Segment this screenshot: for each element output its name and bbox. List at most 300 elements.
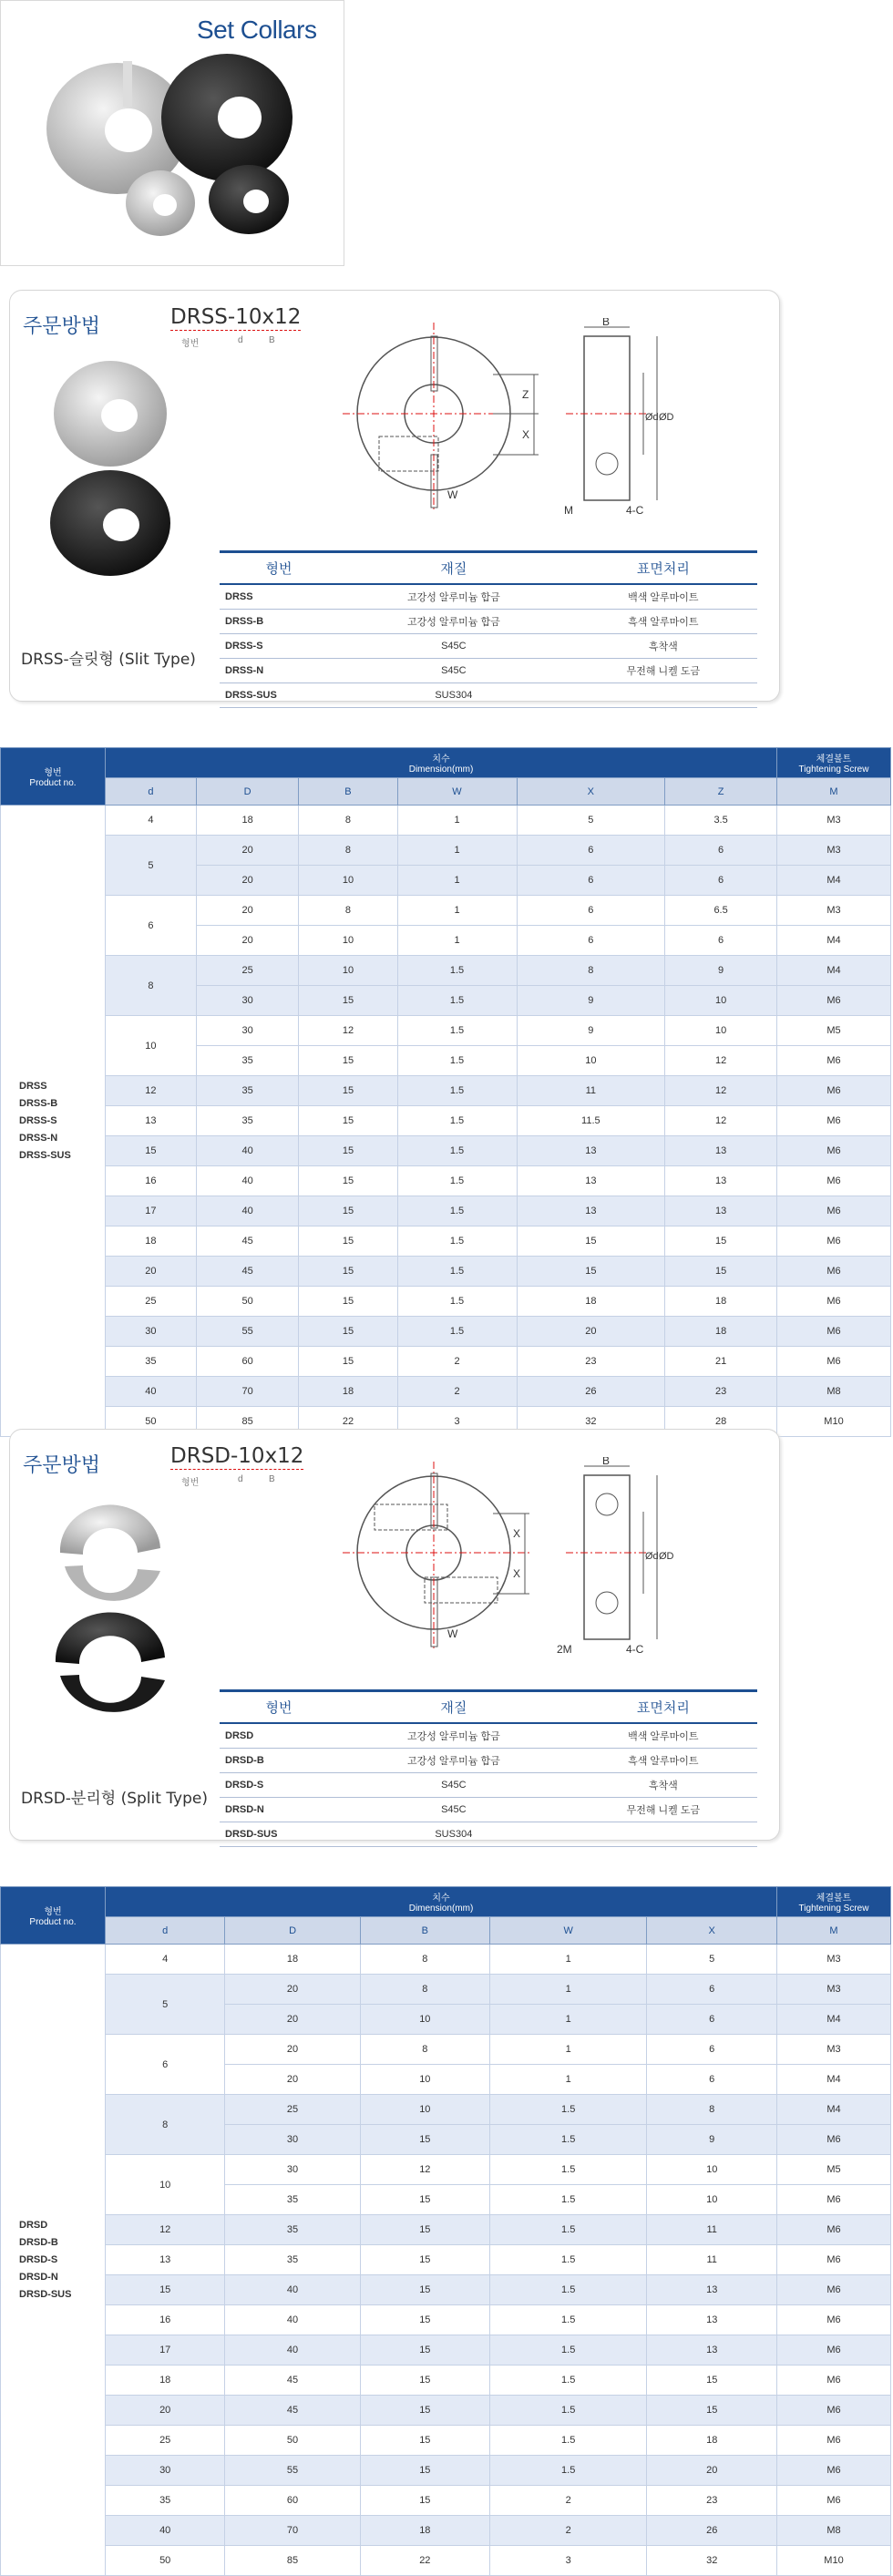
- drsd-dim-cell: 15: [360, 2366, 489, 2396]
- drss-dimension-table: [0, 747, 891, 1437]
- drsd-dim-cell: 10: [647, 2185, 777, 2215]
- drss-dim-cell: 18: [517, 1287, 665, 1317]
- drss-dim-cell: M6: [777, 1347, 891, 1377]
- table-row: [1, 1347, 891, 1377]
- drss-dim-cell: 50: [196, 1287, 299, 1317]
- drss-label-x: X: [522, 428, 530, 441]
- drsd-product-photo: [46, 1498, 183, 1717]
- drss-label-w: W: [447, 488, 458, 501]
- drss-dim-cell: 1.5: [397, 1196, 517, 1226]
- drss-mat-header-material: 재질: [338, 552, 570, 585]
- drss-material-row: [220, 610, 757, 634]
- drsd-material-cell: 흑색 알루마이트: [570, 1749, 757, 1773]
- drsd-dim-cell: 15: [360, 2215, 489, 2245]
- drss-dim-cell: 30: [196, 1016, 299, 1046]
- drsd-dim-cell: M4: [777, 2005, 891, 2035]
- drss-dim-cell: 32: [517, 1407, 665, 1437]
- drsd-dim-cell: 20: [225, 2035, 360, 2065]
- drss-dim-cell: M8: [777, 1377, 891, 1407]
- drsd-material-row: [220, 1773, 757, 1798]
- drss-dim-cell: 1.5: [397, 1016, 517, 1046]
- drsd-dim-cell: 25: [225, 2095, 360, 2125]
- drss-material-row: [220, 634, 757, 659]
- drsd-dim-cell: 23: [647, 2486, 777, 2516]
- drsd-material-cell: 백색 알루마이트: [570, 1723, 757, 1749]
- drss-dim-cell: 13: [665, 1196, 777, 1226]
- drsd-col-header-row: [1, 1917, 891, 1945]
- drsd-dim-cell: 6: [647, 1975, 777, 2005]
- drsd-col-header: B: [360, 1917, 489, 1945]
- drsd-col-header: M: [777, 1917, 891, 1945]
- drsd-dim-cell: 13: [647, 2305, 777, 2335]
- drsd-dim-cell: M6: [777, 2366, 891, 2396]
- drsd-dim-cell: 50: [225, 2426, 360, 2456]
- drsd-material-cell: DRSD-SUS: [220, 1822, 338, 1847]
- drsd-product-name: DRSD: [19, 2219, 48, 2231]
- drss-dim-cell: M6: [777, 1317, 891, 1347]
- drss-bore-d: 30: [106, 1317, 197, 1347]
- drss-dim-cell: 1.5: [397, 1076, 517, 1106]
- drss-dim-cell: 6: [665, 836, 777, 866]
- drsd-dim-cell: 10: [647, 2155, 777, 2185]
- drsd-material-cell: S45C: [338, 1773, 570, 1798]
- drss-bore-d: 5: [106, 836, 197, 896]
- drss-order-heading: 주문방법: [23, 315, 101, 338]
- drss-dim-cell: M4: [777, 956, 891, 986]
- drsd-dim-cell: 6: [647, 2065, 777, 2095]
- drsd-dim-cell: M4: [777, 2065, 891, 2095]
- drss-bore-d: 16: [106, 1166, 197, 1196]
- drsd-material-cell: 흑착색: [570, 1773, 757, 1798]
- drsd-dim-cell: 1.5: [489, 2125, 647, 2155]
- drss-dim-cell: M4: [777, 866, 891, 896]
- drss-dim-cell: 15: [665, 1226, 777, 1257]
- drss-mat-header-finish: 표면처리: [570, 552, 757, 585]
- drsd-material-row: [220, 1822, 757, 1847]
- drss-dim-cell: M6: [777, 1196, 891, 1226]
- drss-label-c: 4-C: [626, 504, 644, 517]
- drss-label-d: Ød: [645, 412, 659, 423]
- drsd-dim-cell: 2: [489, 2516, 647, 2546]
- drss-material-row: [220, 683, 757, 708]
- drsd-dim-cell: 1: [489, 2035, 647, 2065]
- drss-bore-d: 8: [106, 956, 197, 1016]
- drss-dim-cell: 12: [665, 1076, 777, 1106]
- drsd-dim-cell: 2: [489, 2486, 647, 2516]
- drss-dim-cell: 15: [299, 986, 397, 1016]
- drss-material-cell: [570, 683, 757, 708]
- drsd-dim-cell: M5: [777, 2155, 891, 2185]
- drsd-dim-cell: M3: [777, 1945, 891, 1975]
- drss-dim-cell: 11: [517, 1076, 665, 1106]
- table-row: [1, 2275, 891, 2305]
- drss-dim-cell: 15: [299, 1257, 397, 1287]
- drss-dim-cell: 35: [196, 1046, 299, 1076]
- drss-dim-cell: 15: [299, 1106, 397, 1136]
- drss-label-bigd: ØD: [659, 412, 674, 423]
- drss-dim-cell: 18: [665, 1317, 777, 1347]
- drss-material-cell: 무전해 니켈 도금: [570, 659, 757, 683]
- drsd-dim-cell: 15: [360, 2335, 489, 2366]
- drsd-bore-d: 15: [106, 2275, 225, 2305]
- drss-material-cell: DRSS-N: [220, 659, 338, 683]
- drss-bore-d: 6: [106, 896, 197, 956]
- drss-dim-cell: 13: [665, 1166, 777, 1196]
- drss-label-m: M: [564, 504, 573, 517]
- drss-material-cell: DRSS-B: [220, 610, 338, 634]
- drss-dim-cell: M6: [777, 1136, 891, 1166]
- drss-dim-cell: 26: [517, 1377, 665, 1407]
- drss-bore-d: 10: [106, 1016, 197, 1076]
- drss-dim-cell: 15: [299, 1226, 397, 1257]
- drss-material-cell: SUS304: [338, 683, 570, 708]
- drss-bore-d: 17: [106, 1196, 197, 1226]
- drsd-dim-cell: 1.5: [489, 2215, 647, 2245]
- drsd-dimension-table: [0, 1886, 891, 2576]
- drsd-dim-cell: 20: [225, 1975, 360, 2005]
- drsd-h-product: 형번 Product no.: [1, 1887, 106, 1945]
- drss-product-name: DRSS-N: [19, 1132, 58, 1144]
- drss-dim-cell: 18: [299, 1377, 397, 1407]
- drsd-bore-d: 16: [106, 2305, 225, 2335]
- drsd-dim-cell: 15: [360, 2245, 489, 2275]
- drss-material-cell: DRSS: [220, 584, 338, 610]
- drss-product-name: DRSS-SUS: [19, 1149, 71, 1161]
- drsd-dim-cell: 1.5: [489, 2305, 647, 2335]
- drsd-dim-cell: 10: [360, 2095, 489, 2125]
- drsd-dim-cell: 22: [360, 2546, 489, 2576]
- drsd-mat-header-model: 형번: [220, 1691, 338, 1724]
- drsd-code-sub-b: B: [269, 1474, 275, 1484]
- drsd-dim-cell: 15: [360, 2125, 489, 2155]
- drsd-dim-cell: 45: [225, 2396, 360, 2426]
- drsd-dim-cell: 26: [647, 2516, 777, 2546]
- drsd-product-list: [1, 1945, 106, 2576]
- drss-dim-cell: 10: [299, 866, 397, 896]
- drss-dim-cell: 13: [517, 1136, 665, 1166]
- drss-dim-cell: 8: [299, 836, 397, 866]
- drsd-dim-cell: 60: [225, 2486, 360, 2516]
- drss-bore-d: 15: [106, 1136, 197, 1166]
- drss-dim-cell: 15: [517, 1257, 665, 1287]
- drss-dims-body: [1, 806, 891, 1437]
- drss-col-header: M: [777, 778, 891, 806]
- drss-bore-d: 50: [106, 1407, 197, 1437]
- drsd-mat-header-material: 재질: [338, 1691, 570, 1724]
- drss-dim-cell: 55: [196, 1317, 299, 1347]
- drsd-h-screw: 체결볼트 Tightening Screw: [777, 1887, 891, 1917]
- drss-dim-cell: M6: [777, 1257, 891, 1287]
- drss-dim-cell: 10: [517, 1046, 665, 1076]
- table-row: [1, 2335, 891, 2366]
- table-row: [1, 956, 891, 986]
- drsd-bore-d: 12: [106, 2215, 225, 2245]
- drsd-dim-cell: M3: [777, 1975, 891, 2005]
- drsd-dim-cell: 30: [225, 2155, 360, 2185]
- drsd-dim-cell: 10: [360, 2065, 489, 2095]
- drss-dim-cell: 40: [196, 1196, 299, 1226]
- drss-dim-cell: M5: [777, 1016, 891, 1046]
- drsd-dim-cell: M6: [777, 2245, 891, 2275]
- drss-dim-cell: 1.5: [397, 1317, 517, 1347]
- drsd-dim-cell: 6: [647, 2005, 777, 2035]
- drss-dim-cell: 5: [517, 806, 665, 836]
- drsd-dim-cell: 1: [489, 1945, 647, 1975]
- table-row: [1, 2396, 891, 2426]
- drsd-dim-cell: 1: [489, 1975, 647, 2005]
- table-row: [1, 1166, 891, 1196]
- drsd-dim-cell: 6: [647, 2035, 777, 2065]
- drsd-dim-cell: M6: [777, 2396, 891, 2426]
- drss-dim-cell: 1.5: [397, 1166, 517, 1196]
- drsd-label-x2: X: [513, 1567, 521, 1580]
- drss-bore-d: 20: [106, 1257, 197, 1287]
- table-row: [1, 1076, 891, 1106]
- drsd-dim-cell: 15: [360, 2396, 489, 2426]
- drsd-dim-cell: M6: [777, 2185, 891, 2215]
- drss-dim-cell: 6: [665, 926, 777, 956]
- drsd-dim-cell: 18: [225, 1945, 360, 1975]
- drss-col-header-row: [1, 778, 891, 806]
- drsd-bore-d: 35: [106, 2486, 225, 2516]
- table-row: [1, 1106, 891, 1136]
- drss-dim-cell: 40: [196, 1166, 299, 1196]
- drss-dim-cell: 1.5: [397, 1226, 517, 1257]
- drss-type-caption: DRSS-슬릿형 (Slit Type): [21, 651, 196, 669]
- drsd-dim-cell: 35: [225, 2245, 360, 2275]
- drsd-label-w: W: [447, 1627, 458, 1640]
- drss-col-header: d: [106, 778, 197, 806]
- drsd-material-cell: 고강성 알루미늄 합금: [338, 1749, 570, 1773]
- drsd-order-heading: 주문방법: [23, 1454, 101, 1477]
- table-row: [1, 2035, 891, 2065]
- drsd-dim-cell: 3: [489, 2546, 647, 2576]
- drss-dim-cell: 1.5: [397, 1257, 517, 1287]
- drss-dim-cell: 1: [397, 926, 517, 956]
- drsd-dim-cell: M3: [777, 2035, 891, 2065]
- drss-col-header: D: [196, 778, 299, 806]
- drss-order-code: DRSS-10x12: [170, 305, 302, 329]
- drss-dim-cell: 15: [665, 1257, 777, 1287]
- drsd-dim-cell: 13: [647, 2275, 777, 2305]
- drsd-dim-cell: 8: [360, 1975, 489, 2005]
- drss-dim-cell: 15: [299, 1136, 397, 1166]
- drsd-dim-cell: 12: [360, 2155, 489, 2185]
- drss-bore-d: 35: [106, 1347, 197, 1377]
- drsd-dim-cell: 45: [225, 2366, 360, 2396]
- drsd-dim-cell: M6: [777, 2486, 891, 2516]
- drss-dim-cell: 40: [196, 1136, 299, 1166]
- drss-dim-cell: 9: [665, 956, 777, 986]
- drss-dim-cell: 2: [397, 1347, 517, 1377]
- drsd-material-cell: [570, 1822, 757, 1847]
- drss-dim-cell: 25: [196, 956, 299, 986]
- drss-dim-cell: 10: [665, 986, 777, 1016]
- drss-dim-cell: 1: [397, 866, 517, 896]
- table-row: [1, 1136, 891, 1166]
- drsd-dim-cell: 15: [360, 2185, 489, 2215]
- drsd-dim-cell: 8: [647, 2095, 777, 2125]
- drsd-bore-d: 10: [106, 2155, 225, 2215]
- drss-dim-cell: 12: [299, 1016, 397, 1046]
- drss-dim-cell: 45: [196, 1226, 299, 1257]
- drsd-dims-body: [1, 1945, 891, 2576]
- drsd-dim-cell: 1.5: [489, 2245, 647, 2275]
- drss-dim-cell: 15: [299, 1287, 397, 1317]
- drsd-dim-cell: 1: [489, 2005, 647, 2035]
- drsd-material-row: [220, 1798, 757, 1822]
- drss-material-row: [220, 584, 757, 610]
- table-row: [1, 2426, 891, 2456]
- drsd-code-sub-d: d: [238, 1474, 243, 1484]
- drsd-material-cell: 무전해 니켈 도금: [570, 1798, 757, 1822]
- drss-dim-cell: M6: [777, 986, 891, 1016]
- table-row: [1, 2305, 891, 2335]
- drss-h-screw: 체결볼트 Tightening Screw: [777, 748, 891, 778]
- drss-col-header: W: [397, 778, 517, 806]
- drss-material-row: [220, 659, 757, 683]
- drss-code-sub-model: 형번: [181, 339, 200, 349]
- drss-material-cell: DRSS-SUS: [220, 683, 338, 708]
- table-row: [1, 1287, 891, 1317]
- table-row: [1, 2486, 891, 2516]
- drsd-dim-cell: 1.5: [489, 2335, 647, 2366]
- drss-dim-cell: 1.5: [397, 1136, 517, 1166]
- drsd-label-m: 2M: [557, 1643, 572, 1656]
- drsd-dim-cell: M4: [777, 2095, 891, 2125]
- drsd-dim-cell: 1.5: [489, 2456, 647, 2486]
- drsd-type-caption: DRSD-분리형 (Split Type): [21, 1790, 208, 1808]
- drss-materials-body: [220, 584, 757, 708]
- drsd-dim-cell: 40: [225, 2305, 360, 2335]
- drsd-dim-cell: 55: [225, 2456, 360, 2486]
- drsd-dim-cell: 13: [647, 2335, 777, 2366]
- table-row: [1, 2095, 891, 2125]
- drss-dim-cell: 6: [517, 926, 665, 956]
- drss-dim-cell: 10: [299, 926, 397, 956]
- drsd-dim-cell: 1.5: [489, 2095, 647, 2125]
- drsd-bore-d: 6: [106, 2035, 225, 2095]
- drss-dim-cell: 9: [517, 1016, 665, 1046]
- drss-dim-cell: 21: [665, 1347, 777, 1377]
- drss-dim-cell: 6: [517, 896, 665, 926]
- drss-material-cell: 흑색 알루마이트: [570, 610, 757, 634]
- drss-dim-cell: M6: [777, 1226, 891, 1257]
- drss-dim-cell: M3: [777, 806, 891, 836]
- table-row: [1, 2516, 891, 2546]
- drss-dim-cell: 15: [299, 1166, 397, 1196]
- drsd-material-cell: DRSD-S: [220, 1773, 338, 1798]
- table-row: [1, 1016, 891, 1046]
- table-row: [1, 1257, 891, 1287]
- drss-materials-table: [220, 550, 757, 708]
- drss-bore-d: 12: [106, 1076, 197, 1106]
- drss-product-photo: [46, 359, 183, 578]
- drss-label-z: Z: [522, 388, 529, 401]
- drsd-label-c: 4-C: [626, 1643, 644, 1656]
- drss-dim-cell: M10: [777, 1407, 891, 1437]
- drss-code-sub-b: B: [269, 335, 275, 345]
- drss-mat-header-model: 형번: [220, 552, 338, 585]
- drss-dim-cell: 20: [196, 866, 299, 896]
- drss-code-sub-d: d: [238, 335, 243, 345]
- table-row: [1, 1945, 891, 1975]
- table-row: [1, 2546, 891, 2576]
- drss-dim-cell: 70: [196, 1377, 299, 1407]
- drsd-bore-d: 18: [106, 2366, 225, 2396]
- drss-h-dimension: 치수 Dimension(mm): [106, 748, 777, 778]
- drsd-h-dimension: 치수 Dimension(mm): [106, 1887, 777, 1917]
- drss-dim-cell: 6: [517, 836, 665, 866]
- drss-dim-cell: 23: [517, 1347, 665, 1377]
- drss-label-b: B: [602, 318, 611, 328]
- drsd-col-header: W: [489, 1917, 647, 1945]
- table-row: [1, 1975, 891, 2005]
- drsd-product-name: DRSD-B: [19, 2236, 58, 2248]
- drss-dim-cell: 8: [299, 806, 397, 836]
- drsd-order-code: DRSD-10x12: [170, 1444, 304, 1468]
- table-row: [1, 896, 891, 926]
- drsd-dim-cell: M8: [777, 2516, 891, 2546]
- drsd-dim-cell: 8: [360, 1945, 489, 1975]
- table-row: [1, 1226, 891, 1257]
- table-row: [1, 1196, 891, 1226]
- drss-dim-cell: 6: [517, 866, 665, 896]
- drsd-bore-d: 17: [106, 2335, 225, 2366]
- drss-dim-cell: 8: [517, 956, 665, 986]
- drss-dim-cell: 15: [299, 1076, 397, 1106]
- drsd-product-name: DRSD-SUS: [19, 2288, 72, 2300]
- drss-dim-cell: 12: [665, 1046, 777, 1076]
- drss-dim-cell: M6: [777, 1106, 891, 1136]
- drss-col-header: X: [517, 778, 665, 806]
- drss-material-cell: DRSS-S: [220, 634, 338, 659]
- drsd-dim-cell: 15: [360, 2426, 489, 2456]
- product-photo: [1, 1, 344, 265]
- drsd-dim-cell: 40: [225, 2275, 360, 2305]
- header-banner: [0, 0, 344, 266]
- drss-dim-cell: 20: [517, 1317, 665, 1347]
- drsd-dim-cell: M6: [777, 2215, 891, 2245]
- drsd-dim-cell: 1.5: [489, 2185, 647, 2215]
- drss-dim-cell: 3.5: [665, 806, 777, 836]
- table-row: [1, 1377, 891, 1407]
- drsd-material-cell: 고강성 알루미늄 합금: [338, 1723, 570, 1749]
- drsd-mat-header-finish: 표면처리: [570, 1691, 757, 1724]
- drsd-col-header: X: [647, 1917, 777, 1945]
- drsd-order-panel: [9, 1429, 780, 1841]
- drsd-dim-cell: 1.5: [489, 2275, 647, 2305]
- drsd-dim-cell: M10: [777, 2546, 891, 2576]
- drsd-bore-d: 40: [106, 2516, 225, 2546]
- drsd-dim-cell: 15: [360, 2456, 489, 2486]
- drss-dim-cell: M6: [777, 1076, 891, 1106]
- drss-dim-cell: 10: [665, 1016, 777, 1046]
- drss-technical-drawing: [338, 318, 775, 518]
- drsd-bore-d: 13: [106, 2245, 225, 2275]
- drss-material-cell: 백색 알루마이트: [570, 584, 757, 610]
- drsd-dim-cell: M6: [777, 2426, 891, 2456]
- drsd-dim-cell: 15: [360, 2486, 489, 2516]
- drsd-dim-cell: 18: [647, 2426, 777, 2456]
- drsd-dim-cell: 70: [225, 2516, 360, 2546]
- drss-dim-cell: M3: [777, 896, 891, 926]
- drss-material-cell: 고강성 알루미늄 합금: [338, 610, 570, 634]
- drsd-bore-d: 20: [106, 2396, 225, 2426]
- drss-h-product: 형번 Product no.: [1, 748, 106, 806]
- table-row: [1, 806, 891, 836]
- drss-dim-cell: M6: [777, 1166, 891, 1196]
